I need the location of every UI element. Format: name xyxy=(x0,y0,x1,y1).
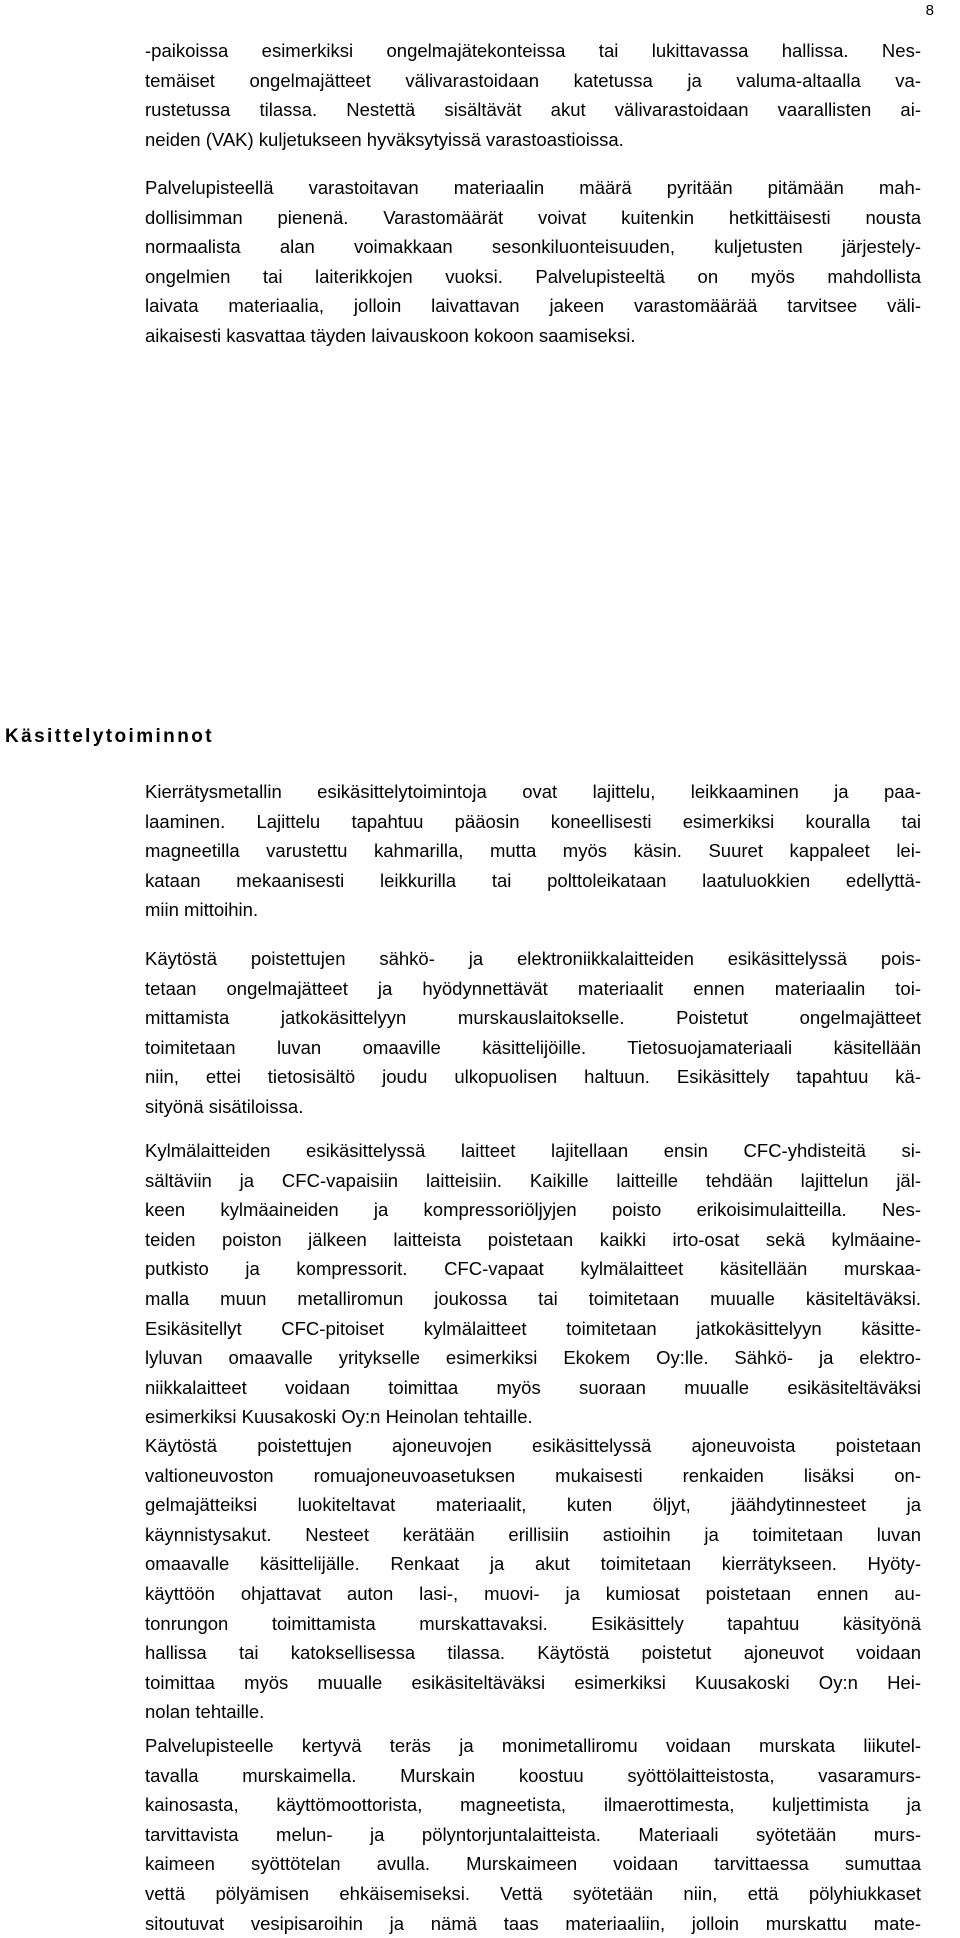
text-line: Esikäsitellyt CFC-pitoiset kylmälaitteet toimitetaan jatkokäsittelyyn käsitte- xyxy=(145,1317,921,1339)
text-line: sitoutuvat vesipisaroihin ja nämä taas materiaaliin, jolloin murskattu mate- xyxy=(145,1912,921,1934)
text-line: käynnistysakut. Nesteet kerätään erillisiin astioihin ja toimitetaan luvan xyxy=(145,1523,921,1545)
text-line: laaminen. Lajittelu tapahtuu pääosin koneellisesti esimerkiksi kouralla tai xyxy=(145,810,921,832)
text-line: valtioneuvoston romuajoneuvoasetuksen mukaisesti renkaiden lisäksi on- xyxy=(145,1464,921,1486)
paragraph-refrigerators xyxy=(145,1136,921,1432)
text-line: vettä pölyämisen ehkäisemiseksi. Vettä syötetään niin, että pölyhiukkaset xyxy=(145,1882,921,1904)
text-line: miin mittoihin. xyxy=(145,899,259,921)
text-line: Kierrätysmetallin esikäsittelytoimintoja ovat lajittelu, leikkaaminen ja paa- xyxy=(145,781,921,802)
text-line: sältäviin ja CFC-vapaisiin laitteisiin. Kaikille laitteille tehdään lajittelun jäl- xyxy=(145,1169,921,1191)
text-line: Palvelupisteellä varastoitavan materiaalin määrä pyritään pitämään mah- xyxy=(145,177,921,198)
text-line: hallissa tai katoksellisessa tilassa. Käytöstä poistetut ajoneuvot voidaan xyxy=(145,1642,921,1664)
text-line: nolan tehtaille. xyxy=(145,1701,265,1723)
text-line: käyttöön ohjattavat auton lasi-, muovi- ja kumiosat poistetaan ennen au- xyxy=(145,1582,921,1604)
text-line: ongelmien tai laiterikkojen vuoksi. Palvelupisteeltä on myös mahdollista xyxy=(145,265,921,287)
text-line: kataan mekaanisesti leikkurilla tai polttoleikataan laatuluokkien edellyttä- xyxy=(145,869,921,891)
text-line: -paikoissa esimerkiksi ongelmajätekonteissa tai lukittavassa hallissa. Nes- xyxy=(145,40,921,61)
text-line: putkisto ja kompressorit. CFC-vapaat kylmälaitteet käsitellään murskaa- xyxy=(145,1258,921,1280)
paragraph-metal-pretreatment xyxy=(145,777,921,925)
text-line: Kylmälaitteiden esikäsittelyssä laitteet lajitellaan ensin CFC-yhdisteitä si- xyxy=(145,1140,921,1161)
text-line: tetaan ongelmajätteet ja hyödynnettävät materiaalit ennen materiaalin toi- xyxy=(145,977,921,999)
text-line: esimerkiksi Kuusakoski Oy:n Heinolan tehtaille. xyxy=(145,1406,533,1428)
text-line: toimittaa myös muualle esikäsiteltäväksi esimerkiksi Kuusakoski Oy:n Hei- xyxy=(145,1671,921,1693)
text-line: sityönä sisätiloissa. xyxy=(145,1095,304,1117)
text-line: niikkalaitteet voidaan toimittaa myös suoraan muualle esikäsiteltäväksi xyxy=(145,1376,921,1398)
text-line: niin, ettei tietosisältö joudu ulkopuolisen haltuun. Esikäsittely tapahtuu kä- xyxy=(145,1066,921,1088)
paragraph-crusher xyxy=(145,1731,921,1938)
text-line: aikaisesti kasvattaa täyden laivauskoon kokoon saamiseksi. xyxy=(145,324,636,346)
text-line: Käytöstä poistettujen sähkö- ja elektroniikkalaitteiden esikäsittelyssä pois- xyxy=(145,948,921,969)
text-line: toimitetaan luvan omaaville käsittelijöille. Tietosuojamateriaali käsitellään xyxy=(145,1036,921,1058)
text-line: kainosasta, käyttömoottorista, magneetista, ilmaerottimesta, kuljettimista ja xyxy=(145,1794,921,1816)
paragraph-electronics xyxy=(145,944,921,1122)
text-line: laivata materiaalia, jolloin laivattavan jakeen varastomäärää tarvitsee väli- xyxy=(145,295,921,317)
text-line: keen kylmäaineiden ja kompressoriöljyjen poisto erikoisimulaitteilla. Nes- xyxy=(145,1199,921,1221)
text-line: lyluvan omaavalle yritykselle esimerkiksi Ekokem Oy:lle. Sähkö- ja elektro- xyxy=(145,1347,921,1369)
text-line: rustetussa tilassa. Nestettä sisältävät akut välivarastoidaan vaarallisten ai- xyxy=(145,99,921,121)
text-line: neiden (VAK) kuljetukseen hyväksytyissä varastoastioissa. xyxy=(145,128,624,150)
text-line: gelmajätteiksi luokiteltavat materiaalit, kuten öljyt, jäähdytinnesteet ja xyxy=(145,1494,921,1516)
text-line: temäiset ongelmajätteet välivarastoidaan katetussa ja valuma-altaalla va- xyxy=(145,69,921,91)
text-line: normaalista alan voimakkaan sesonkiluonteisuuden, kuljetusten järjestely- xyxy=(145,236,921,258)
text-line: teiden poiston jälkeen laitteista poistetaan kaikki irto-osat sekä kylmäaine- xyxy=(145,1228,921,1250)
paragraph-vehicles xyxy=(145,1431,921,1727)
section-heading: Käsittelytoiminnot xyxy=(5,726,214,747)
text-line: malla muun metalliromun joukossa tai toimitetaan muualle käsiteltäväksi. xyxy=(145,1287,921,1309)
text-line: dollisimman pienenä. Varastomäärät voivat kuitenkin hetkittäisesti nousta xyxy=(145,206,921,228)
paragraph-storage-amount xyxy=(145,173,921,351)
text-line: tavalla murskaimella. Murskain koostuu syöttölaitteistosta, vasaramurs- xyxy=(145,1764,921,1786)
text-line: Käytöstä poistettujen ajoneuvojen esikäsittelyssä ajoneuvoista poistetaan xyxy=(145,1435,921,1456)
text-line: tonrungon toimittamista murskattavaksi. Esikäsittely tapahtuu käsityönä xyxy=(145,1612,921,1634)
text-line: magneetilla varustettu kahmarilla, mutta myös käsin. Suuret kappaleet lei- xyxy=(145,840,921,862)
page-number: 8 xyxy=(925,2,934,19)
text-line: omaavalle käsittelijälle. Renkaat ja akut toimitetaan kierrätykseen. Hyöty- xyxy=(145,1553,921,1575)
paragraph-storage-liquids xyxy=(145,36,921,154)
text-line: tarvittavista melun- ja pölyntorjuntalaitteista. Materiaali syötetään murs- xyxy=(145,1823,921,1845)
text-line: Palvelupisteelle kertyvä teräs ja monimetalliromu voidaan murskata liikutel- xyxy=(145,1735,921,1756)
text-line: mittamista jatkokäsittelyyn murskauslaitokselle. Poistetut ongelmajätteet xyxy=(145,1007,921,1029)
text-line: kaimeen syöttötelan avulla. Murskaimeen voidaan tarvittaessa sumuttaa xyxy=(145,1853,921,1875)
